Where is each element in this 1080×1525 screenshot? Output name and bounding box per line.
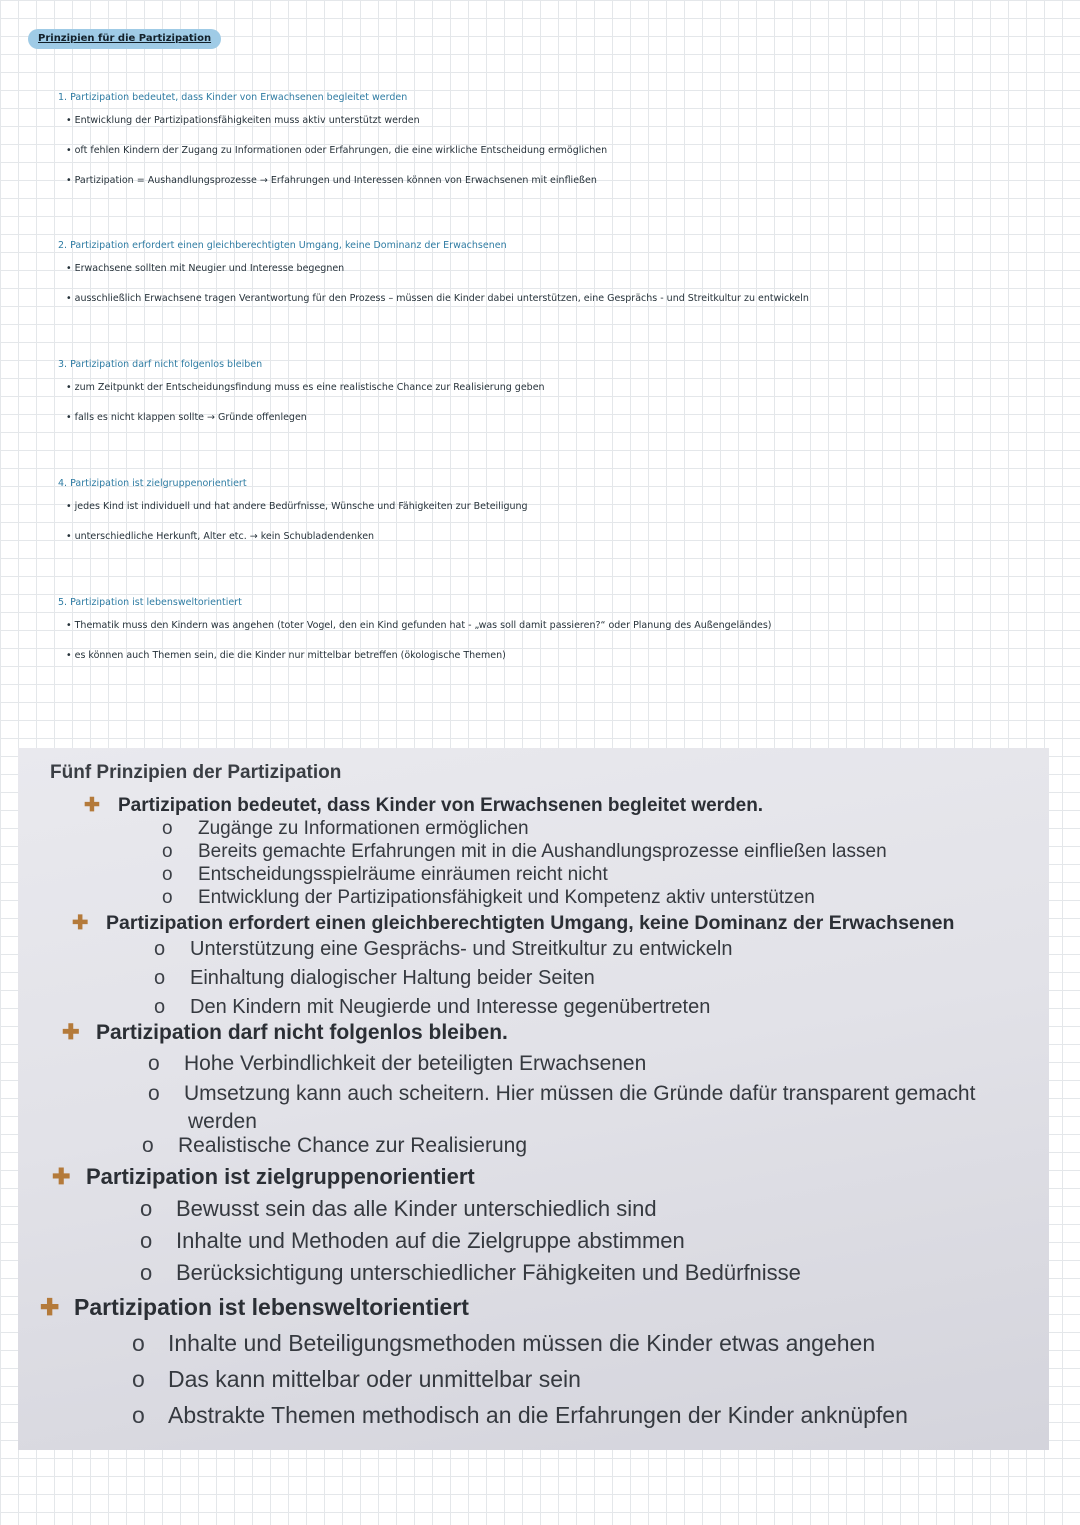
section-heading: 4. Partizipation ist zielgruppenorientiert: [58, 478, 247, 489]
circle-bullet-icon: o: [132, 1402, 145, 1428]
handwritten-notes: [0, 0, 1080, 740]
principle-heading: ✚ Partizipation bedeutet, dass Kinder von Erwachsenen begleitet werden.: [84, 795, 764, 816]
principle-item: o Inhalte und Beteiligungsmethoden müssen die Kinder etwas angehen: [132, 1330, 876, 1356]
principle-item: o Bereits gemachte Erfahrungen mit in die Aushandlungsprozesse einfließen lassen: [162, 841, 887, 862]
notes-section-5: [58, 595, 771, 671]
principle-heading: ✚ Partizipation ist lebensweltorientiert: [40, 1294, 469, 1320]
principle-item: o Zugänge zu Informationen ermöglichen: [162, 818, 529, 839]
principle-item: o Einhaltung dialogischer Haltung beider Seiten: [154, 967, 595, 989]
photo-title: Fünf Prinzipien der Partizipation: [50, 762, 342, 783]
circle-bullet-icon: o: [162, 841, 173, 862]
cross-bullet-icon: ✚: [52, 1164, 71, 1189]
circle-bullet-icon: o: [154, 938, 166, 960]
notes-section-3: [58, 357, 545, 433]
notes-section-2: [58, 238, 809, 314]
section-bullet: • jedes Kind ist individuell und hat andere Bedürfnisse, Wünsche und Fähigkeiten zur Beteiligung: [66, 501, 528, 512]
cross-bullet-icon: ✚: [84, 795, 100, 816]
principle-item: o Realistische Chance zur Realisierung: [142, 1134, 528, 1157]
principle-item: o Den Kindern mit Neugierde und Interesse gegenübertreten: [154, 996, 711, 1018]
principle-item: o Berücksichtigung unterschiedlicher Fähigkeiten und Bedürfnisse: [140, 1260, 801, 1285]
section-bullet: • zum Zeitpunkt der Entscheidungsfindung muss es eine realistische Chance zur Realisierung geben: [66, 382, 545, 393]
circle-bullet-icon: o: [154, 996, 166, 1018]
principle-heading: ✚ Partizipation darf nicht folgenlos bleiben.: [62, 1021, 508, 1044]
section-bullet: • es können auch Themen sein, die die Kinder nur mittelbar betreffen (ökologische Themen): [66, 650, 506, 661]
principle-item: o Bewusst sein das alle Kinder unterschiedlich sind: [140, 1196, 657, 1221]
principle-item: o Entwicklung der Partizipationsfähigkeit und Kompetenz aktiv unterstützen: [162, 887, 815, 908]
section-bullet: • oft fehlen Kindern der Zugang zu Informationen oder Erfahrungen, die eine wirkliche Entscheidung ermöglichen: [66, 145, 608, 156]
circle-bullet-icon: o: [132, 1366, 145, 1392]
notes-section-4: [58, 476, 528, 552]
printed-sheet-photo: [18, 748, 1049, 1450]
section-heading: 2. Partizipation erfordert einen gleichberechtigten Umgang, keine Dominanz der Erwachsenen: [58, 240, 507, 251]
circle-bullet-icon: o: [162, 864, 173, 885]
section-bullet: • ausschließlich Erwachsene tragen Verantwortung für den Prozess – müssen die Kinder dabei unterstützen, eine Gesprächs - und Streitkultur zu entwickeln: [66, 293, 809, 304]
principle-item: o Unterstützung eine Gesprächs- und Streitkultur zu entwickeln: [154, 938, 733, 960]
circle-bullet-icon: o: [154, 967, 166, 989]
principle-item: o Das kann mittelbar oder unmittelbar sein: [132, 1366, 581, 1392]
principle-item: o Hohe Verbindlichkeit der beteiligten Erwachsenen: [148, 1052, 647, 1075]
principle-item: o Abstrakte Themen methodisch an die Erfahrungen der Kinder anknüpfen: [132, 1402, 908, 1428]
circle-bullet-icon: o: [148, 1052, 160, 1075]
circle-bullet-icon: o: [140, 1228, 153, 1253]
circle-bullet-icon: o: [132, 1330, 145, 1356]
principle-item: o Inhalte und Methoden auf die Zielgruppe abstimmen: [140, 1228, 685, 1253]
section-bullet: • Partizipation = Aushandlungsprozesse → Erfahrungen und Interessen können von Erwachsenen mit einfließen: [66, 175, 597, 186]
section-bullet: • Thematik muss den Kindern was angehen (toter Vogel, den ein Kind gefunden hat - „was soll damit passieren?“ oder Planung des Außengeländes): [66, 620, 772, 631]
cross-bullet-icon: ✚: [72, 912, 89, 934]
section-bullet: • Erwachsene sollten mit Neugier und Interesse begegnen: [66, 263, 345, 274]
section-heading: 3. Partizipation darf nicht folgenlos bleiben: [58, 359, 263, 370]
circle-bullet-icon: o: [142, 1134, 154, 1157]
principle-item-continuation: werden: [188, 1110, 257, 1133]
notes-title: Prinzipien für die Partizipation: [28, 29, 221, 49]
circle-bullet-icon: o: [162, 818, 173, 839]
principle-heading: ✚ Partizipation ist zielgruppenorientiert: [52, 1164, 475, 1189]
section-bullet: • unterschiedliche Herkunft, Alter etc. → kein Schubladendenken: [66, 531, 375, 542]
section-heading: 5. Partizipation ist lebensweltorientiert: [58, 597, 242, 608]
principle-item: o Umsetzung kann auch scheitern. Hier müssen die Gründe dafür transparent gemacht: [148, 1082, 976, 1105]
principle-item: o Entscheidungsspielräume einräumen reicht nicht: [162, 864, 608, 885]
circle-bullet-icon: o: [140, 1260, 153, 1285]
section-heading: 1. Partizipation bedeutet, dass Kinder von Erwachsenen begleitet werden: [58, 92, 408, 103]
principle-heading: ✚ Partizipation erfordert einen gleichberechtigten Umgang, keine Dominanz der Erwachsenen: [72, 912, 955, 934]
circle-bullet-icon: o: [148, 1082, 160, 1105]
circle-bullet-icon: o: [140, 1196, 153, 1221]
notes-section-1: [58, 90, 607, 196]
cross-bullet-icon: ✚: [40, 1294, 60, 1320]
circle-bullet-icon: o: [162, 887, 173, 908]
cross-bullet-icon: ✚: [62, 1021, 80, 1044]
section-bullet: • Entwicklung der Partizipationsfähigkeiten muss aktiv unterstützt werden: [66, 115, 420, 126]
section-bullet: • falls es nicht klappen sollte → Gründe offenlegen: [66, 412, 307, 423]
